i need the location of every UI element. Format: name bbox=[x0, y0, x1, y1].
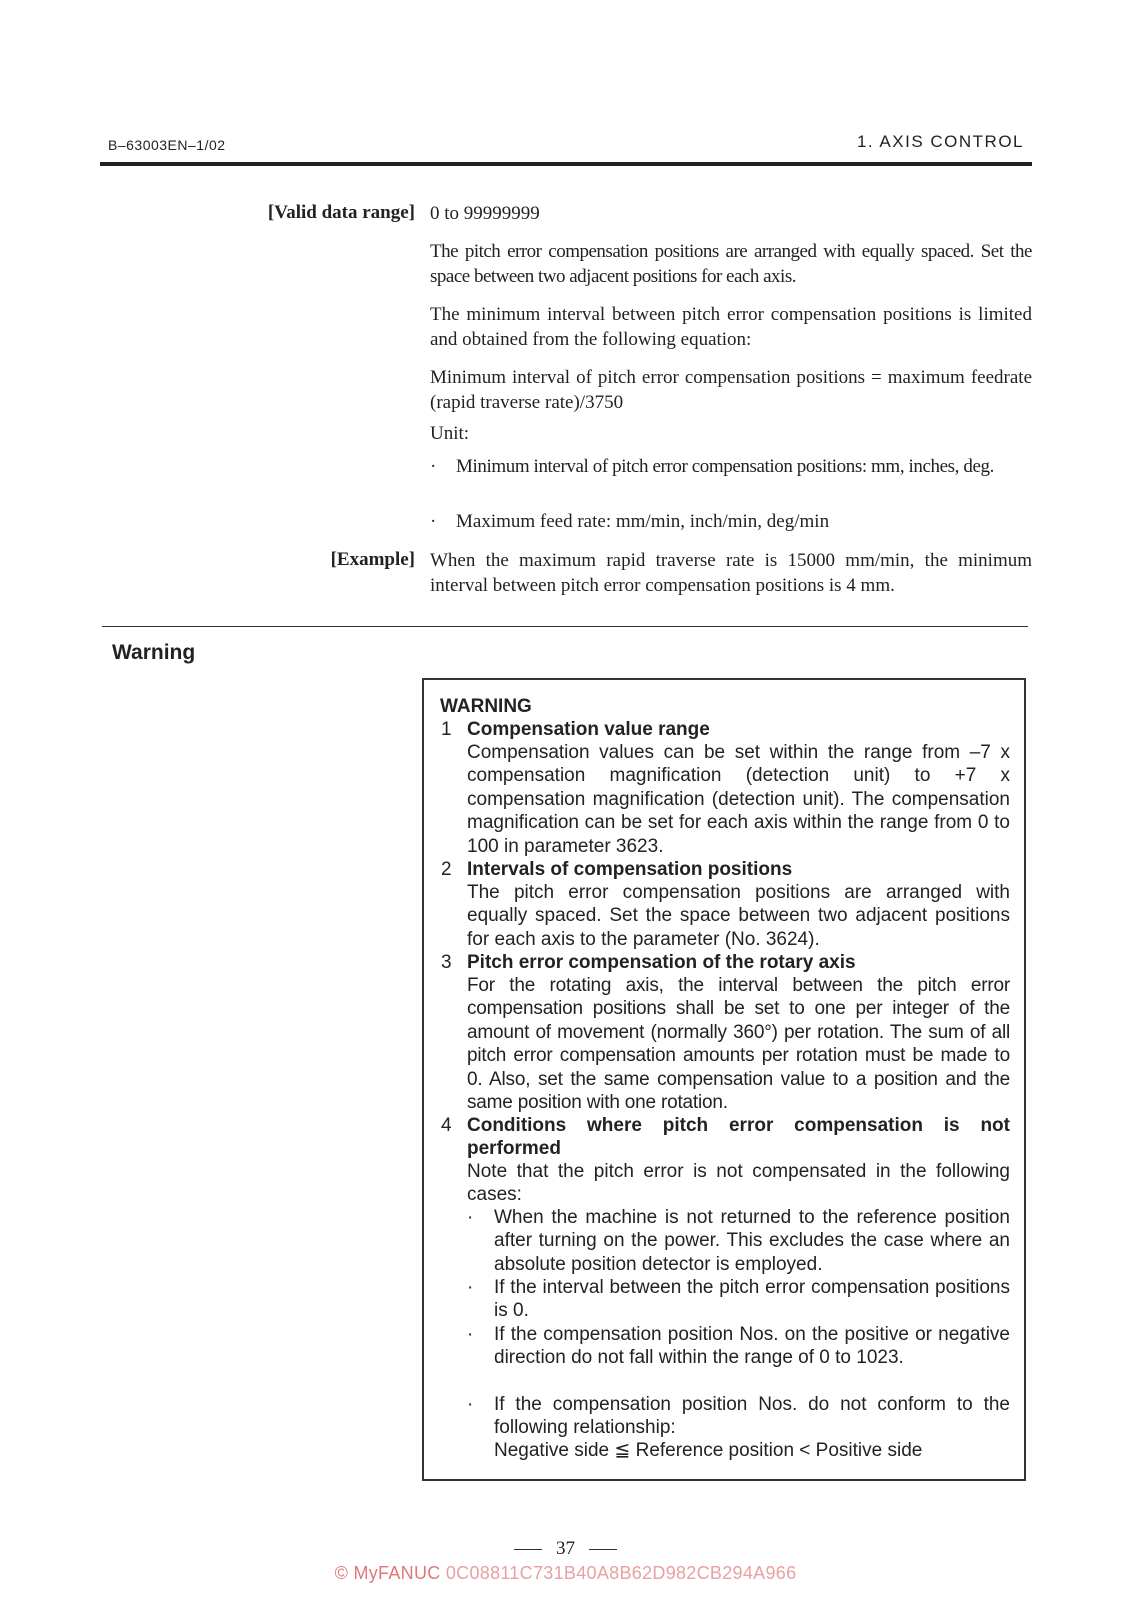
page-number-dash bbox=[514, 1549, 542, 1550]
condition-item: When the machine is not returned to the reference position after turning on the power. This excludes the case where an absolute position detector is employed. bbox=[494, 1207, 1010, 1275]
relationship-formula: Negative side ≦ Reference position < Positive side bbox=[494, 1440, 923, 1461]
watermark-footer bbox=[0, 1563, 1131, 1584]
bullet-marker: · bbox=[467, 1207, 474, 1228]
footer-brand: © MyFANUC bbox=[334, 1563, 441, 1583]
warning-box-title: WARNING bbox=[440, 696, 532, 717]
warning-item-title: Pitch error compensation of the rotary axis bbox=[467, 952, 856, 973]
warning-item-number: 1 bbox=[441, 719, 452, 740]
warning-item-number: 3 bbox=[441, 952, 452, 973]
valid-range-label: [Valid data range] bbox=[267, 202, 415, 223]
warning-item-text: Compensation values can be set within the range from –7 x compensation magnification (detection unit) to +7 x compensation magnification (detection unit). The compensation magnification can be set for each axis within the range from 0 to 100 in parameter 3623. bbox=[467, 742, 1010, 857]
page-number bbox=[0, 1538, 1131, 1560]
document-id: B–63003EN–1/02 bbox=[108, 137, 226, 153]
page-number-value: 37 bbox=[556, 1538, 575, 1559]
warning-item-number: 4 bbox=[441, 1115, 452, 1136]
warning-item-title: Conditions where pitch error compensation is not performed bbox=[467, 1115, 1010, 1160]
condition-item: If the compensation position Nos. do not conform to the following relationship: bbox=[494, 1394, 1010, 1439]
warning-heading: Warning bbox=[112, 641, 196, 664]
header-rule bbox=[100, 162, 1032, 166]
example-text: When the maximum rapid traverse rate is 15000 mm/min, the minimum interval between pitch error compensation positions is 4 mm. bbox=[430, 550, 1032, 596]
bullet-marker: · bbox=[467, 1324, 474, 1345]
minimum-interval-paragraph: The minimum interval between pitch error compensation positions is limited and obtained from the following equation: bbox=[430, 304, 1032, 350]
equation-paragraph: Minimum interval of pitch error compensation positions = maximum feedrate (rapid traverse rate)/3750 bbox=[430, 367, 1032, 413]
bullet-marker: · bbox=[467, 1277, 474, 1298]
warning-item-number: 2 bbox=[441, 859, 452, 880]
unit-label: Unit: bbox=[430, 423, 470, 444]
warning-item-text: For the rotating axis, the interval between the pitch error compensation positions shall be set to one per integer of the amount of movement (normally 360°) per rotation. The sum of all pitch error compensation amounts per rotation must be made to 0. Also, set the same compensation value to a position and the same position with one rotation. bbox=[467, 975, 1010, 1114]
bullet-marker: · bbox=[430, 511, 437, 532]
warning-item-text: The pitch error compensation positions are arranged with equally spaced. Set the space between two adjacent positions for each axis to the parameter (No. 3624). bbox=[467, 882, 1010, 950]
bullet-marker: · bbox=[430, 456, 437, 477]
example-label: [Example] bbox=[330, 549, 415, 570]
warning-item-text: Note that the pitch error is not compensated in the following cases: bbox=[467, 1161, 1010, 1206]
condition-item: If the interval between the pitch error compensation positions is 0. bbox=[494, 1277, 1010, 1322]
section-divider bbox=[102, 626, 1028, 627]
warning-item-title: Intervals of compensation positions bbox=[467, 859, 793, 880]
unit-bullet-feedrate: Maximum feed rate: mm/min, inch/min, deg/min bbox=[456, 511, 830, 532]
valid-range-value: 0 to 99999999 bbox=[430, 203, 540, 224]
page-number-dash bbox=[589, 1549, 617, 1550]
spacing-paragraph: The pitch error compensation positions are arranged with equally spaced. Set the space between two adjacent positions for each axis. bbox=[430, 241, 1032, 287]
section-title: 1. AXIS CONTROL bbox=[856, 132, 1024, 151]
condition-item: If the compensation position Nos. on the positive or negative direction do not fall within the range of 0 to 1023. bbox=[494, 1324, 1010, 1369]
bullet-marker: · bbox=[467, 1394, 474, 1415]
warning-item-title: Compensation value range bbox=[467, 719, 710, 740]
footer-code: 0C08811C731B40A8B62D982CB294A966 bbox=[445, 1563, 797, 1583]
unit-bullet-interval: Minimum interval of pitch error compensation positions: mm, inches, deg. bbox=[456, 456, 994, 477]
